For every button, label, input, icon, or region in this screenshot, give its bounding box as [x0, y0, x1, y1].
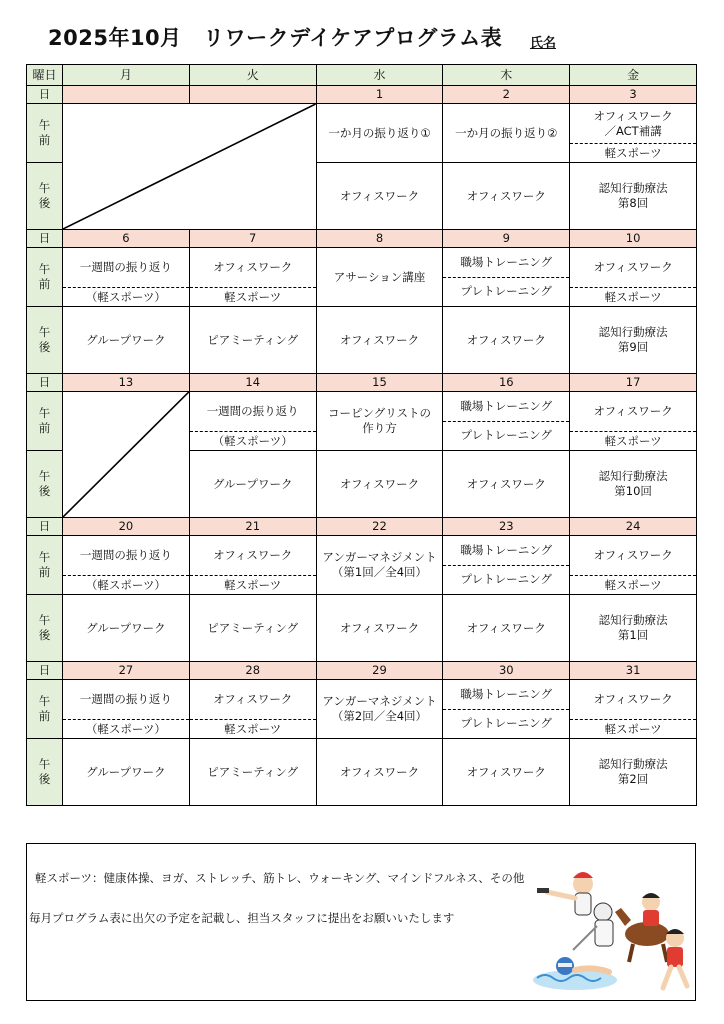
am-row [27, 536, 697, 595]
pm-session-cell [63, 739, 190, 806]
session-main: 一週間の振り返り [79, 260, 172, 274]
am-session-cell [316, 392, 443, 451]
am-row [27, 248, 697, 307]
session-sub: 軽スポーツ [190, 719, 316, 738]
pm-session-cell [570, 163, 697, 230]
pm-row [27, 307, 697, 374]
session-main: オフィスワーク [213, 692, 293, 706]
am-session-cell [570, 104, 697, 163]
am-session-cell [443, 248, 570, 307]
am-session-cell [570, 536, 697, 595]
session-alt: プレトレーニング [460, 716, 552, 731]
pm-session-cell [63, 307, 190, 374]
am-session-cell [189, 392, 316, 451]
pm-label: 午 後 [27, 163, 63, 230]
session-main: 認知行動療法 第2回 [598, 757, 668, 786]
date-row [27, 374, 697, 392]
day-label: 日 [27, 662, 63, 680]
am-label: 午 前 [27, 392, 63, 451]
pm-label: 午 後 [27, 307, 63, 374]
pm-session-cell [443, 451, 570, 518]
pm-session-cell [570, 451, 697, 518]
session-main: オフィスワーク [593, 260, 673, 274]
date-cell: 21 [189, 518, 316, 536]
am-row [27, 680, 697, 739]
am-session-cell [570, 248, 697, 307]
date-cell: 9 [443, 230, 570, 248]
session-main: 認知行動療法 第10回 [598, 469, 668, 498]
pm-session-cell [443, 163, 570, 230]
pm-session-cell [316, 451, 443, 518]
am-session-cell [443, 104, 570, 163]
pm-session-cell [570, 307, 697, 374]
date-cell: 24 [570, 518, 697, 536]
am-session-cell [316, 680, 443, 739]
day-label: 日 [27, 230, 63, 248]
day-label: 日 [27, 86, 63, 104]
am-row [27, 104, 697, 163]
session-main: グループワーク [212, 476, 293, 491]
weekday-3: 木 [443, 65, 570, 86]
pm-row [27, 739, 697, 806]
pm-label: 午 後 [27, 739, 63, 806]
session-main: アサーション講座 [333, 269, 426, 284]
session-main: 一週間の振り返り [79, 692, 172, 706]
date-cell [189, 86, 316, 104]
date-cell: 2 [443, 86, 570, 104]
am-session-cell [316, 248, 443, 307]
no-session-cell [63, 104, 317, 230]
session-sub: 軽スポーツ [570, 287, 696, 306]
pm-session-cell [570, 595, 697, 662]
date-cell: 16 [443, 374, 570, 392]
session-main: 認知行動療法 第8回 [598, 181, 668, 210]
am-row [27, 392, 697, 451]
session-sub: （軽スポーツ） [63, 575, 189, 594]
pm-session-cell [189, 451, 316, 518]
pm-row [27, 595, 697, 662]
session-main: グループワーク [86, 620, 166, 635]
am-label: 午 前 [27, 680, 63, 739]
date-cell: 13 [63, 374, 190, 392]
session-main: オフィスワーク [466, 764, 546, 779]
session-main: ピアミーティング [207, 620, 299, 635]
date-cell: 23 [443, 518, 570, 536]
pm-label: 午 後 [27, 451, 63, 518]
session-main: ピアミーティング [207, 764, 299, 779]
date-cell: 20 [63, 518, 190, 536]
session-sub: （軽スポーツ） [63, 287, 189, 306]
session-main: オフィスワーク [339, 476, 420, 491]
session-main: 一か月の振り返り① [328, 125, 431, 140]
pm-session-cell [316, 595, 443, 662]
date-cell: 10 [570, 230, 697, 248]
weekday-1: 火 [189, 65, 316, 86]
am-session-cell [63, 248, 190, 307]
session-main: オフィスワーク [593, 404, 673, 418]
date-row [27, 86, 697, 104]
pm-session-cell [570, 739, 697, 806]
name-label: 氏名 [530, 36, 557, 51]
weekday-header-row [27, 65, 697, 86]
date-cell [63, 86, 190, 104]
session-main: コーピングリストの 作り方 [327, 406, 432, 435]
session-sub: 軽スポーツ [570, 431, 696, 450]
date-row [27, 662, 697, 680]
am-session-cell [316, 104, 443, 163]
pm-session-cell [316, 739, 443, 806]
session-sub: 軽スポーツ [570, 719, 696, 738]
session-main: オフィスワーク ／ACT補講 [593, 108, 673, 138]
date-row [27, 518, 697, 536]
session-main: オフィスワーク [339, 188, 420, 203]
date-cell: 28 [189, 662, 316, 680]
note-light-sports: 軽スポーツ：健康体操、ヨガ、ストレッチ、筋トレ、ウォーキング、マインドフルネス、その他 [35, 871, 525, 885]
pm-label: 午 後 [27, 595, 63, 662]
am-session-cell [63, 680, 190, 739]
session-main: グループワーク [86, 332, 166, 347]
session-main: ピアミーティング [207, 332, 299, 347]
pm-session-cell [189, 595, 316, 662]
session-main: 一週間の振り返り [79, 548, 172, 562]
session-sub: 軽スポーツ [570, 143, 696, 162]
am-session-cell [189, 536, 316, 595]
day-label: 日 [27, 374, 63, 392]
session-main: 認知行動療法 第1回 [598, 613, 668, 642]
pm-session-cell [189, 307, 316, 374]
session-alt: プレトレーニング [460, 428, 552, 443]
session-sub: 軽スポーツ [190, 287, 316, 306]
session-alt: プレトレーニング [460, 284, 552, 299]
session-main: オフィスワーク [593, 692, 673, 706]
am-session-cell [443, 680, 570, 739]
pm-session-cell [443, 595, 570, 662]
no-session-cell [63, 392, 190, 518]
session-sub: 軽スポーツ [190, 575, 316, 594]
session-sub: （軽スポーツ） [63, 719, 189, 738]
diagonal-line [63, 104, 316, 229]
date-cell: 17 [570, 374, 697, 392]
pm-session-cell [443, 739, 570, 806]
session-main: オフィスワーク [466, 188, 546, 203]
am-session-cell [570, 392, 697, 451]
session-main: オフィスワーク [213, 548, 293, 562]
date-cell: 27 [63, 662, 190, 680]
schedule-table [26, 64, 697, 806]
am-session-cell [570, 680, 697, 739]
session-main: オフィスワーク [339, 620, 420, 635]
session-main: オフィスワーク [593, 548, 673, 562]
pm-session-cell [443, 307, 570, 374]
am-session-cell [443, 392, 570, 451]
am-session-cell [63, 536, 190, 595]
date-cell: 31 [570, 662, 697, 680]
session-main: オフィスワーク [213, 260, 293, 274]
weekday-label: 曜日 [27, 65, 63, 86]
date-cell: 30 [443, 662, 570, 680]
page-title: 2025年10月 リワークデイケアプログラム表 [48, 26, 503, 50]
session-main: 認知行動療法 第9回 [598, 325, 668, 354]
session-main: 職場トレーニング [443, 680, 569, 710]
diagonal-line [63, 392, 189, 517]
date-cell: 7 [189, 230, 316, 248]
pm-session-cell [316, 163, 443, 230]
sports-illustration-icon [525, 862, 693, 998]
am-session-cell [316, 536, 443, 595]
pm-session-cell [316, 307, 443, 374]
session-main: アンガーマネジメント （第2回／全4回） [322, 694, 437, 723]
session-main: 職場トレーニング [443, 392, 569, 422]
session-main: 職場トレーニング [443, 536, 569, 566]
session-main: オフィスワーク [339, 764, 420, 779]
note-submission: 毎月プログラム表に出欠の予定を記載し、担当スタッフに提出をお願いいたします [29, 911, 455, 925]
session-main: グループワーク [86, 764, 166, 779]
session-sub: （軽スポーツ） [190, 431, 316, 450]
session-main: 一か月の振り返り② [455, 125, 558, 140]
am-session-cell [443, 536, 570, 595]
am-label: 午 前 [27, 536, 63, 595]
session-sub: 軽スポーツ [570, 575, 696, 594]
date-cell: 14 [189, 374, 316, 392]
pm-session-cell [63, 595, 190, 662]
session-main: アンガーマネジメント （第1回／全4回） [322, 550, 437, 579]
session-main: オフィスワーク [466, 620, 546, 635]
am-label: 午 前 [27, 248, 63, 307]
date-cell: 6 [63, 230, 190, 248]
date-cell: 29 [316, 662, 443, 680]
date-cell: 22 [316, 518, 443, 536]
weekday-2: 水 [316, 65, 443, 86]
weekday-4: 金 [570, 65, 697, 86]
weekday-0: 月 [63, 65, 190, 86]
am-session-cell [189, 680, 316, 739]
date-cell: 8 [316, 230, 443, 248]
session-main: オフィスワーク [466, 476, 546, 491]
session-main: オフィスワーク [339, 332, 420, 347]
date-row [27, 230, 697, 248]
session-alt: プレトレーニング [460, 572, 552, 587]
session-main: 一週間の振り返り [206, 404, 299, 418]
date-cell: 3 [570, 86, 697, 104]
date-cell: 1 [316, 86, 443, 104]
day-label: 日 [27, 518, 63, 536]
notes-box [26, 843, 696, 1001]
am-session-cell [189, 248, 316, 307]
session-main: オフィスワーク [466, 332, 546, 347]
pm-session-cell [189, 739, 316, 806]
session-main: 職場トレーニング [443, 248, 569, 278]
am-label: 午 前 [27, 104, 63, 163]
date-cell: 15 [316, 374, 443, 392]
